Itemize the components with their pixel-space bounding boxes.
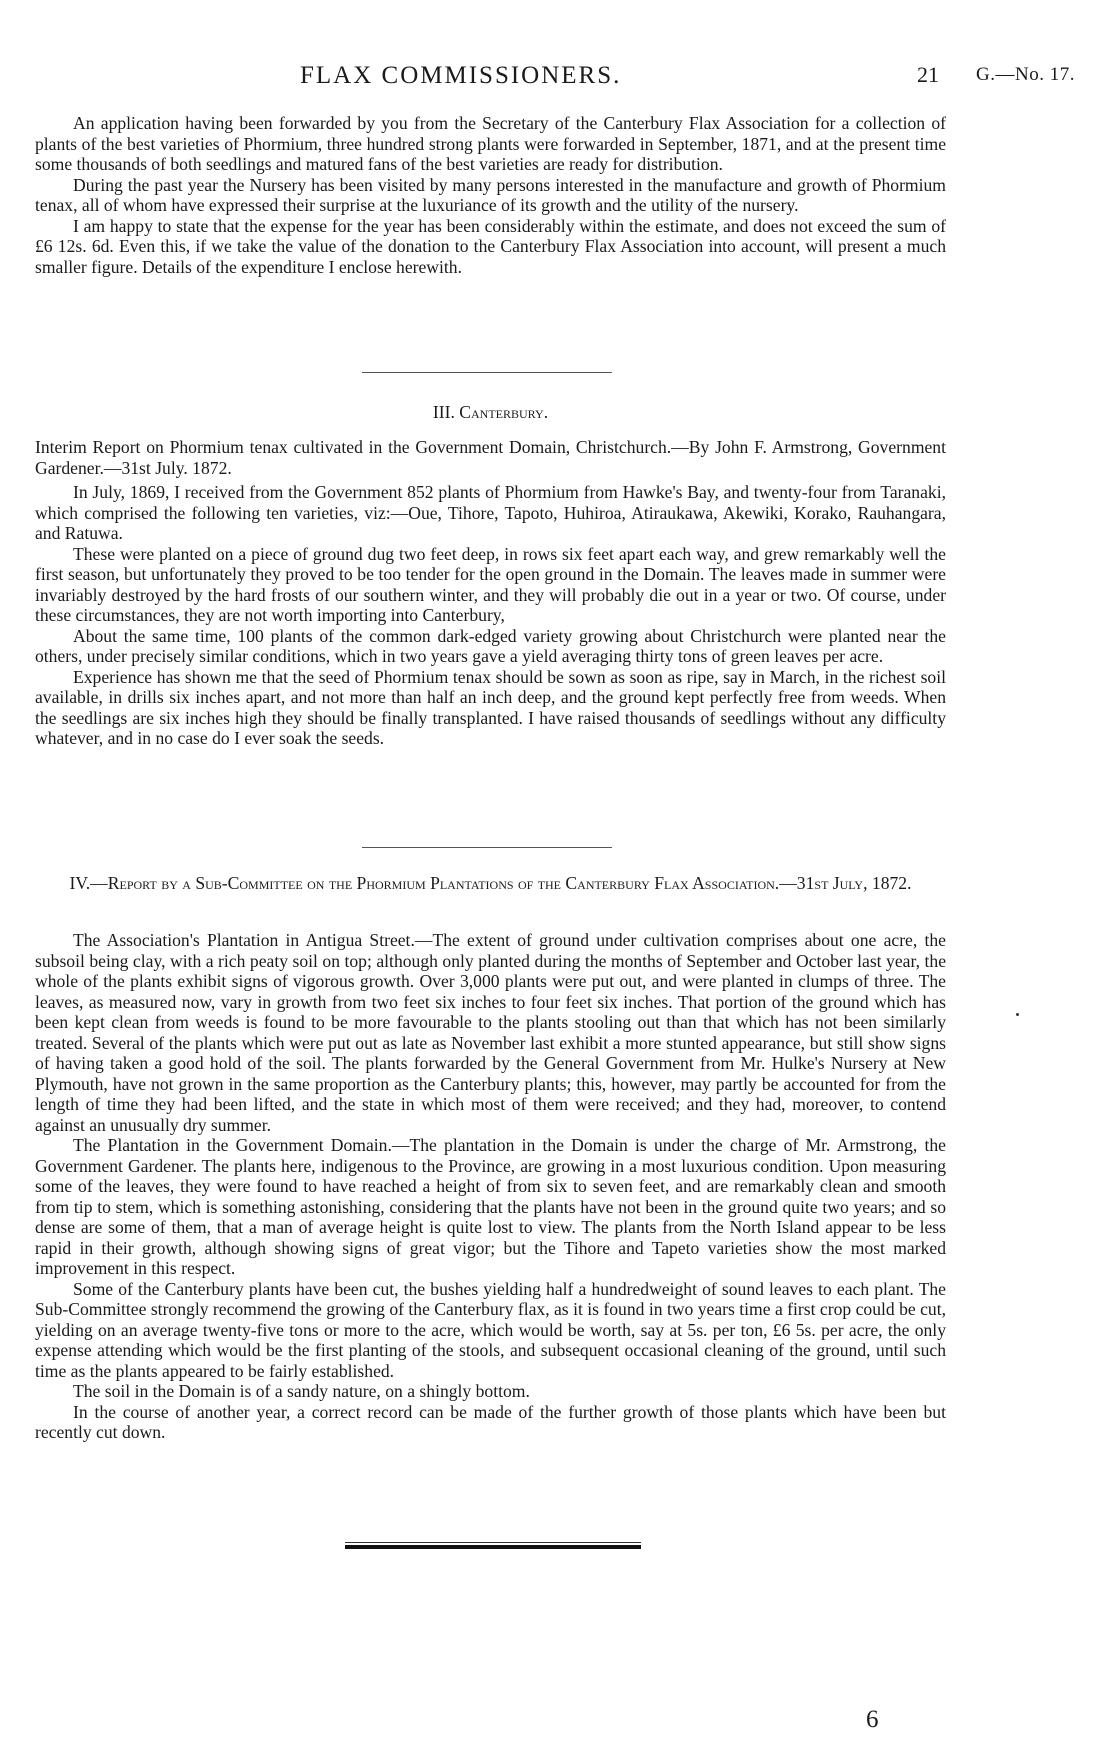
footer-rule-thin [345, 1542, 641, 1543]
section-3-paragraph-3: About the same time, 100 plants of the common dark-edged variety growing about Christchurch were planted near the others, under precisely similar conditions, which in two years gave a yield averaging thirty tons of green leaves per acre. [35, 625, 946, 666]
section-4-paragraph-4: The soil in the Domain is of a sandy nature, on a shingly bottom. [73, 1381, 530, 1401]
section-4-block [35, 930, 946, 1443]
section-4-heading [35, 873, 946, 894]
signature-mark: 6 [866, 1706, 879, 1733]
intro-paragraph-1: An application having been forwarded by you from the Secretary of the Canterbury Flax Association for a collection of plants of the best varieties of Phormium, three hundred strong plants were forwarded in September, 1871, and at the present time some thousands of both seedlings and matured fans of the best varieties are ready for distribution. [35, 113, 946, 174]
intro-block [35, 113, 946, 277]
section-4-paragraph-2: The Plantation in the Government Domain.—The plantation in the Domain is under the charge of Mr. Armstrong, the Government Gardener. The plants here, indigenous to the Province, are growing in a most luxurious condition. Upon measuring some of the leaves, they were found to have reached a height of from six to seven feet, and are remarkably clean and smooth from tip to stem, which is something astonishing, considering that the plants have not been in the ground quite two years; and so dense are some of them, that a man of average height is quite lost to view. The plants from the North Island appear to be less rapid in their growth, although showing signs of great vigor; but the Tihore and Tapeto varieties show the most marked improvement in this respect. [35, 1135, 946, 1278]
section-3-paragraph-1: In July, 1869, I received from the Government 852 plants of Phormium from Hawke's Bay, and twenty-four from Taranaki, which comprised the following ten varieties, viz:—Oue, Tihore, Tapoto, Huhiroa, Atiraukawa, Akewiki, Korako, Rauhangara, and Ratuwa. [35, 482, 946, 543]
section-3-title: III. Canterbury. [432, 402, 549, 422]
section-3-paragraph-2: These were planted on a piece of ground dug two feet deep, in rows six feet apart each way, and grew remarkably well the first season, but unfortunately they proved to be too tender for the open ground in the Domain. The leaves made in summer were invariably destroyed by the hard frosts of our southern winter, and they will probably die out in a year or two. Of course, under these circumstances, they are not worth importing into Canterbury, [35, 543, 946, 625]
section-3-paragraph-4: Experience has shown me that the seed of Phormium tenax should be sown as soon as ripe, say in March, in the richest soil available, in drills six inches apart, and not more than half an inch deep, and the ground kept perfectly free from weeds. When the seedlings are six inches high they should be finally transplanted. I have raised thousands of seedlings without any difficulty whatever, and in no case do I ever soak the seeds. [35, 666, 946, 748]
section-divider [362, 847, 612, 848]
footer-rule-thick [345, 1545, 641, 1549]
section-4-title: IV.—Report by a Sub-Committee on the Phormium Plantations of the Canterbury Flax Association.—31st July, 1872. [69, 873, 912, 893]
intro-paragraph-2: During the past year the Nursery has been visited by many persons interested in the manufacture and growth of Phormium tenax, all of whom have expressed their surprise at the luxuriance of its growth and the utility of the nursery. [35, 174, 946, 215]
section-3-heading [35, 402, 946, 423]
section-3-block [35, 437, 946, 749]
intro-paragraph-3: I am happy to state that the expense for the year has been considerably within the estimate, and does not exceed the sum of £6 12s. 6d. Even this, if we take the value of the donation to the Canterbury Flax Association into account, will present a much smaller figure. Details of the expenditure I enclose herewith. [35, 215, 946, 277]
section-4-paragraph-3: Some of the Canterbury plants have been cut, the bushes yielding half a hundredweight of sound leaves to each plant. The Sub-Committee strongly recommend the growing of the Canterbury flax, as it is found in two years time a first crop could be cut, yielding on an average twenty-five tons or more to the acre, which would be worth, say at 5s. per ton, £6 5s. per acre, the only expense attending which would be the first planting of the stools, and subsequent occasional cleaning of the ground, until such time as the plants appeared to be fairly established. [35, 1278, 946, 1381]
section-divider [362, 372, 612, 373]
stray-mark [1016, 1013, 1019, 1016]
section-3-subheading: Interim Report on Phormium tenax cultivated in the Government Domain, Christchurch.—By John F. Armstrong, Government Gardener.—31st July. 1872. [35, 437, 946, 478]
section-4-paragraph-1: The Association's Plantation in Antigua Street.—The extent of ground under cultivation comprises about one acre, the subsoil being clay, with a rich peaty soil on top; although only planted during the months of September and October last year, the whole of the plants exhibit signs of vigorous growth. Over 3,000 plants were put out, and were planted in clumps of three. The leaves, as measured now, vary in growth from two feet six inches to four feet six inches. That portion of the ground which has been kept clean from weeds is found to be more favourable to the plants stooling out than that which has not been similarly treated. Several of the plants which were put out as late as November last exhibit a more stunted appearance, but still show signs of having taken a good hold of the soil. The plants forwarded by the General Government from Mr. Hulke's Nursery at New Plymouth, have not grown in the same proportion as the Canterbury plants; this, however, may partly be accounted for from the length of time they had been lifted, and the state in which most of them were received; and they had, moreover, to contend against an unusually dry summer. [35, 930, 946, 1135]
section-4-paragraph-5: In the course of another year, a correct record can be made of the further growth of those plants which have been but recently cut down. [35, 1401, 946, 1442]
running-head-title: FLAX COMMISSIONERS. [300, 62, 622, 89]
document-reference: G.—No. 17. [976, 64, 1075, 85]
page-number: 21 [917, 62, 939, 87]
